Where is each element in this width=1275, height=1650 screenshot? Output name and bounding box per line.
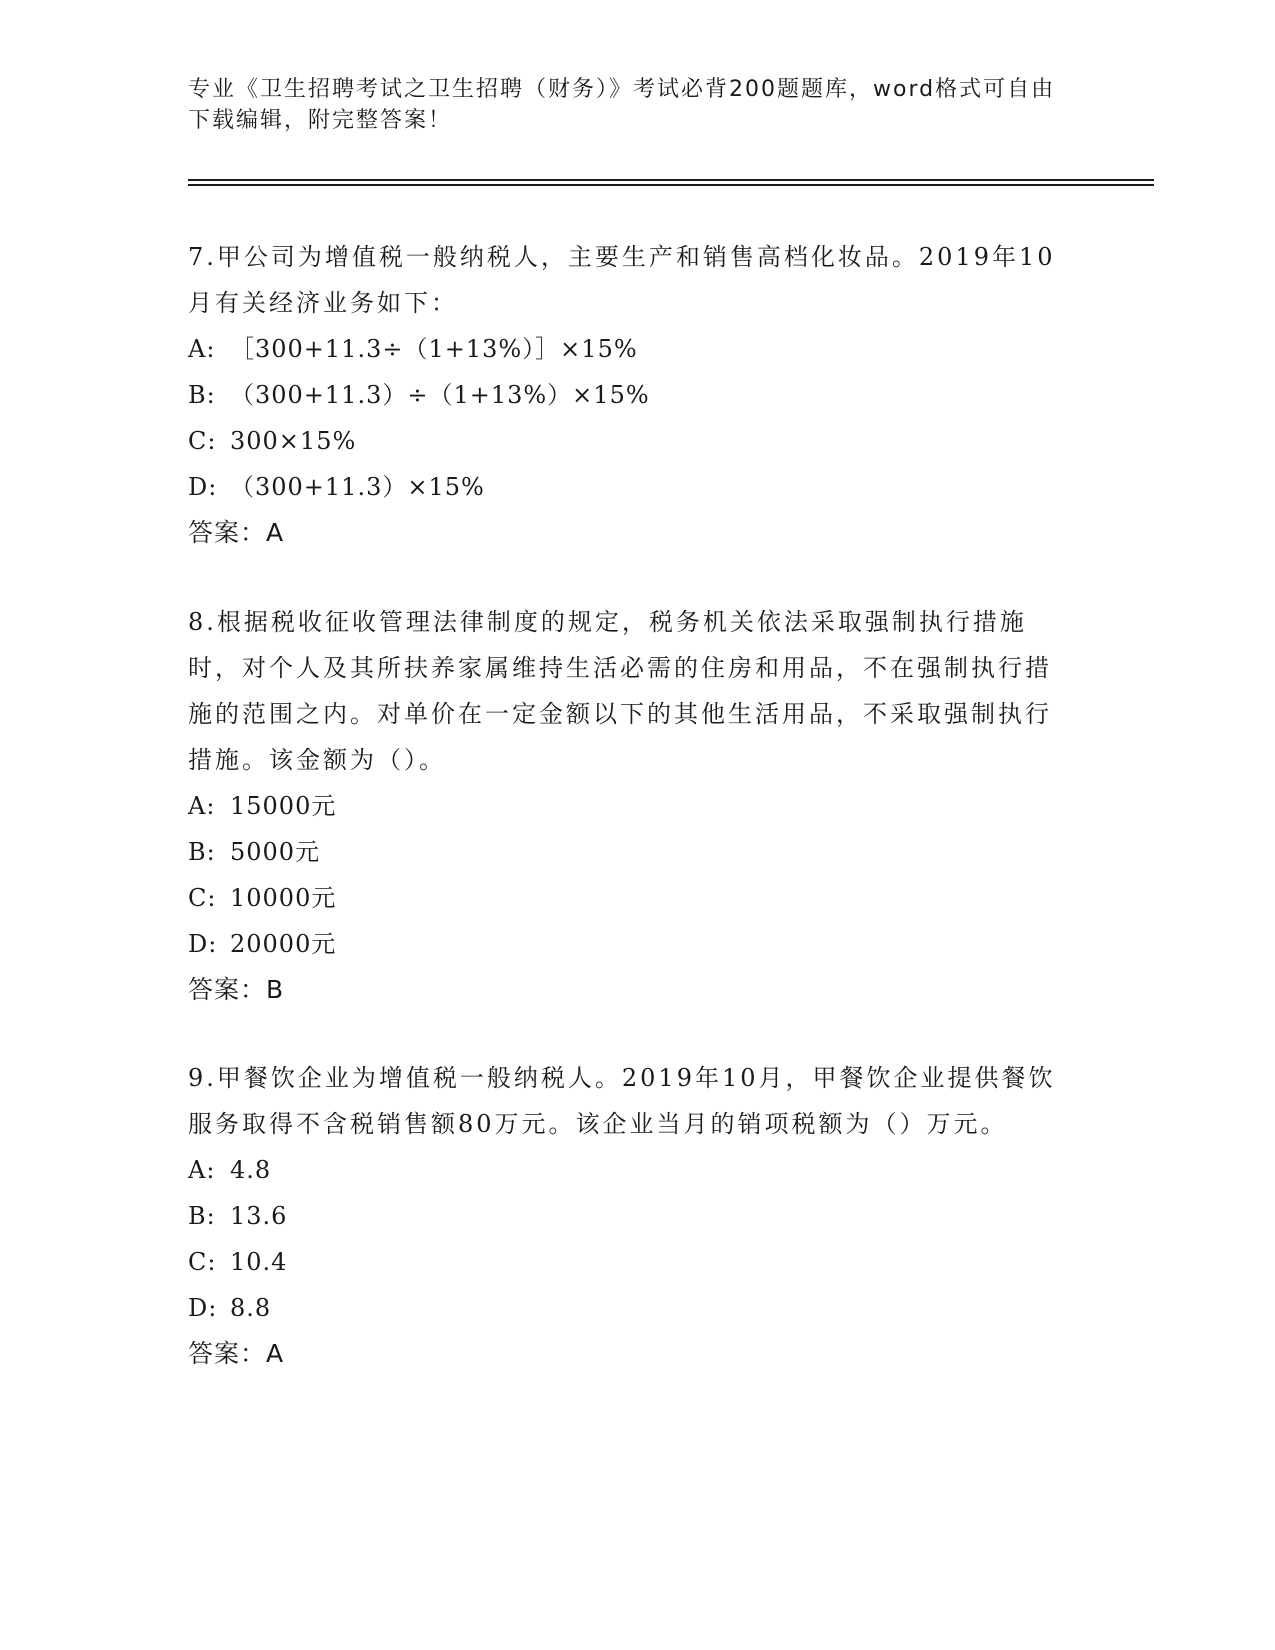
answer-line: 答案：A <box>188 1339 285 1368</box>
option-text: 300×15% <box>230 427 357 455</box>
option-text: 13.6 <box>230 1202 288 1230</box>
option-letter: B: <box>188 838 216 866</box>
option-d <box>188 921 1068 967</box>
option-text: 15000元 <box>230 792 337 820</box>
option-a <box>188 1147 1068 1193</box>
question-text: 9.甲餐饮企业为增值税一般纳税人。2019年10月，甲餐饮企业提供餐饮服务取得不含税销售额80万元。该企业当月的销项税额为（）万元。 <box>188 1064 1056 1138</box>
option-text: 4.8 <box>230 1156 272 1184</box>
option-d <box>188 1285 1068 1331</box>
option-letter: A: <box>188 1156 216 1184</box>
option-letter: D: <box>188 473 218 501</box>
option-b <box>188 372 1068 418</box>
option-a <box>188 326 1068 372</box>
option-letter: B: <box>188 1202 216 1230</box>
answer-line: 答案：B <box>188 975 285 1004</box>
option-c <box>188 1239 1068 1285</box>
option-a <box>188 783 1068 829</box>
question-text: 7.甲公司为增值税一般纳税人，主要生产和销售高档化妆品。2019年10月有关经济业务如下： <box>188 243 1056 317</box>
option-b <box>188 829 1068 875</box>
answer-line: 答案：A <box>188 518 285 547</box>
option-text: ［300+11.3÷（1+13%）］×15% <box>230 335 638 363</box>
question-8 <box>188 599 1068 1013</box>
option-text: 10000元 <box>230 884 337 912</box>
option-letter: D: <box>188 1294 218 1322</box>
document-header: 专业《卫生招聘考试之卫生招聘（财务）》考试必背200题题库，word格式可自由下载编辑，附完整答案！ <box>188 77 1056 133</box>
option-letter: D: <box>188 930 218 958</box>
header-divider-top <box>188 179 1154 181</box>
option-b <box>188 1193 1068 1239</box>
option-text: 10.4 <box>230 1248 288 1276</box>
option-letter: C: <box>188 884 217 912</box>
question-7 <box>188 234 1068 556</box>
option-text: 8.8 <box>230 1294 272 1322</box>
option-letter: B: <box>188 381 216 409</box>
option-d <box>188 464 1068 510</box>
option-c <box>188 875 1068 921</box>
option-text: 5000元 <box>230 838 321 866</box>
option-text: 20000元 <box>230 930 337 958</box>
question-text: 8.根据税收征收管理法律制度的规定，税务机关依法采取强制执行措施时，对个人及其所扶养家属维持生活必需的住房和用品，不在强制执行措施的范围之内。对单价在一定金额以下的其他生活用品，不采取强制执行措施。该金额为（）。 <box>188 608 1052 774</box>
option-letter: A: <box>188 792 216 820</box>
option-c <box>188 418 1068 464</box>
option-letter: C: <box>188 1248 217 1276</box>
header-divider-bottom <box>188 184 1154 186</box>
option-letter: A: <box>188 335 216 363</box>
question-9 <box>188 1055 1068 1377</box>
option-letter: C: <box>188 427 217 455</box>
option-text: （300+11.3）×15% <box>230 473 485 501</box>
option-text: （300+11.3）÷（1+13%）×15% <box>230 381 650 409</box>
